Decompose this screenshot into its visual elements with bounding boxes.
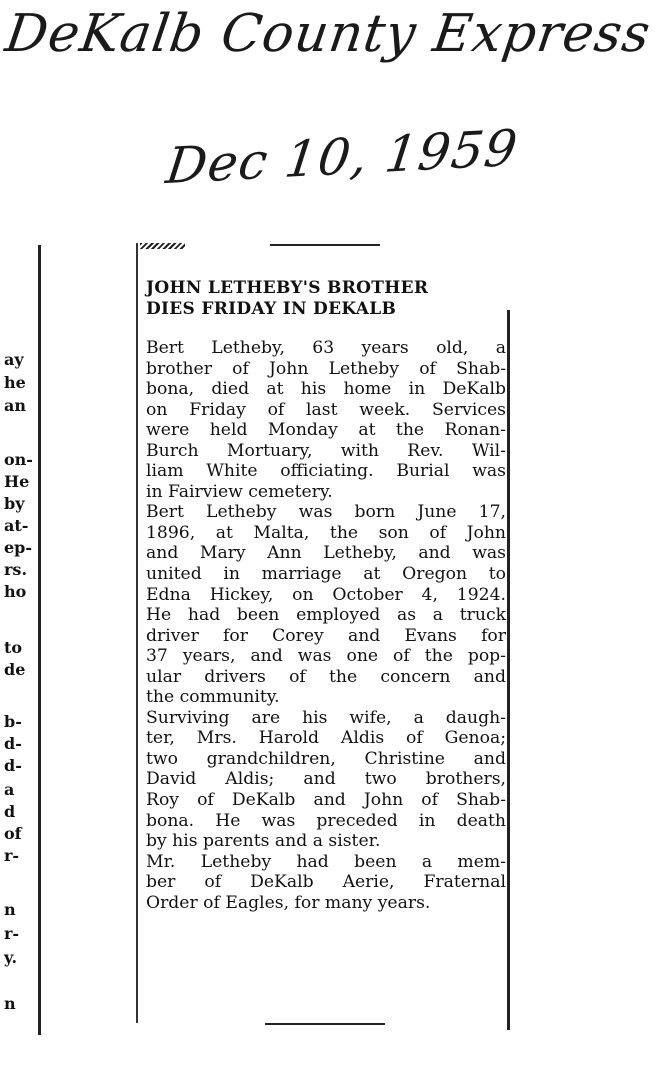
article-line: Mr. Letheby had been a mem-: [146, 851, 506, 872]
article-headline: [146, 278, 506, 320]
article-line: Edna Hickey, on October 4, 1924.: [146, 584, 506, 605]
column-fragment: r-: [4, 846, 20, 865]
article-line: the community.: [146, 687, 280, 708]
article-line: driver for Corey and Evans for: [146, 625, 506, 646]
article-line: and Mary Ann Letheby, and was: [146, 543, 506, 564]
column-fragment: ep-: [4, 538, 33, 557]
article-line: brother of John Letheby of Shab-: [146, 358, 506, 379]
article-line: in Fairview cemetery.: [146, 481, 333, 502]
article-line: bona, died at his home in DeKalb: [146, 379, 506, 400]
article-line: Surviving are his wife, a daugh-: [146, 707, 506, 728]
column-fragment: b-: [4, 712, 22, 731]
article-line: David Aldis; and two brothers,: [146, 769, 506, 790]
column-fragment: He: [4, 472, 30, 491]
column-divider: [38, 245, 41, 1035]
article-line: Bert Letheby, 63 years old, a: [146, 338, 506, 358]
article-line: liam White officiating. Burial was: [146, 461, 506, 482]
column-fragment: y.: [4, 948, 18, 967]
column-fragment: n: [4, 994, 16, 1013]
handwritten-newspaper-name: DeKalb County Express: [1, 4, 655, 64]
article-line: 37 years, and was one of the pop-: [146, 646, 506, 667]
headline-line: JOHN LETHEBY'S BROTHER: [146, 278, 429, 298]
article-line: two grandchildren, Christine and: [146, 748, 506, 769]
column-fragment: r-: [4, 924, 20, 943]
column-fragment: by: [4, 494, 25, 513]
column-fragment: to: [4, 638, 23, 657]
column-fragment: n: [4, 900, 16, 919]
column-fragment: de: [4, 660, 26, 679]
column-fragment: he: [4, 373, 26, 392]
clipping-bottom-rule: [265, 1023, 385, 1025]
column-fragment: on-: [4, 450, 33, 469]
article-line: on Friday of last week. Services: [146, 399, 506, 420]
clipping-right-rule: [507, 310, 510, 1030]
article-line: ular drivers of the concern and: [146, 666, 506, 687]
clipping-left-rule: [136, 243, 138, 1023]
column-fragment: ho: [4, 582, 27, 601]
column-fragment: rs.: [4, 560, 28, 579]
article-line: Roy of DeKalb and John of Shab-: [146, 790, 506, 811]
column-fragment: d: [4, 802, 16, 821]
article-line: He had been employed as a truck: [146, 605, 506, 626]
article-line: Order of Eagles, for many years.: [146, 892, 431, 913]
column-fragment: ay: [4, 350, 24, 369]
article-body: [146, 338, 506, 913]
article-line: bona. He was preceded in death: [146, 810, 506, 831]
clipping-corner-hatch: [140, 243, 185, 249]
column-fragment: at-: [4, 516, 29, 535]
headline-line: DIES FRIDAY IN DEKALB: [146, 299, 397, 319]
article-line: by his parents and a sister.: [146, 831, 381, 852]
column-fragment: a: [4, 780, 15, 799]
article-line: united in marriage at Oregon to: [146, 564, 506, 585]
handwritten-date: Dec 10, 1959: [163, 118, 522, 196]
article-line: ter, Mrs. Harold Aldis of Genoa;: [146, 728, 506, 749]
adjacent-column-fragment: [0, 240, 40, 1030]
article-line: Burch Mortuary, with Rev. Wil-: [146, 440, 506, 461]
article-line: were held Monday at the Ronan-: [146, 420, 506, 441]
clipping-top-rule: [270, 244, 380, 246]
article-line: 1896, at Malta, the son of John: [146, 522, 506, 543]
column-fragment: an: [4, 396, 26, 415]
column-fragment: d-: [4, 734, 22, 753]
column-fragment: of: [4, 824, 22, 843]
article-line: Bert Letheby was born June 17,: [146, 502, 506, 523]
column-fragment: d-: [4, 756, 22, 775]
article-line: ber of DeKalb Aerie, Fraternal: [146, 872, 506, 893]
